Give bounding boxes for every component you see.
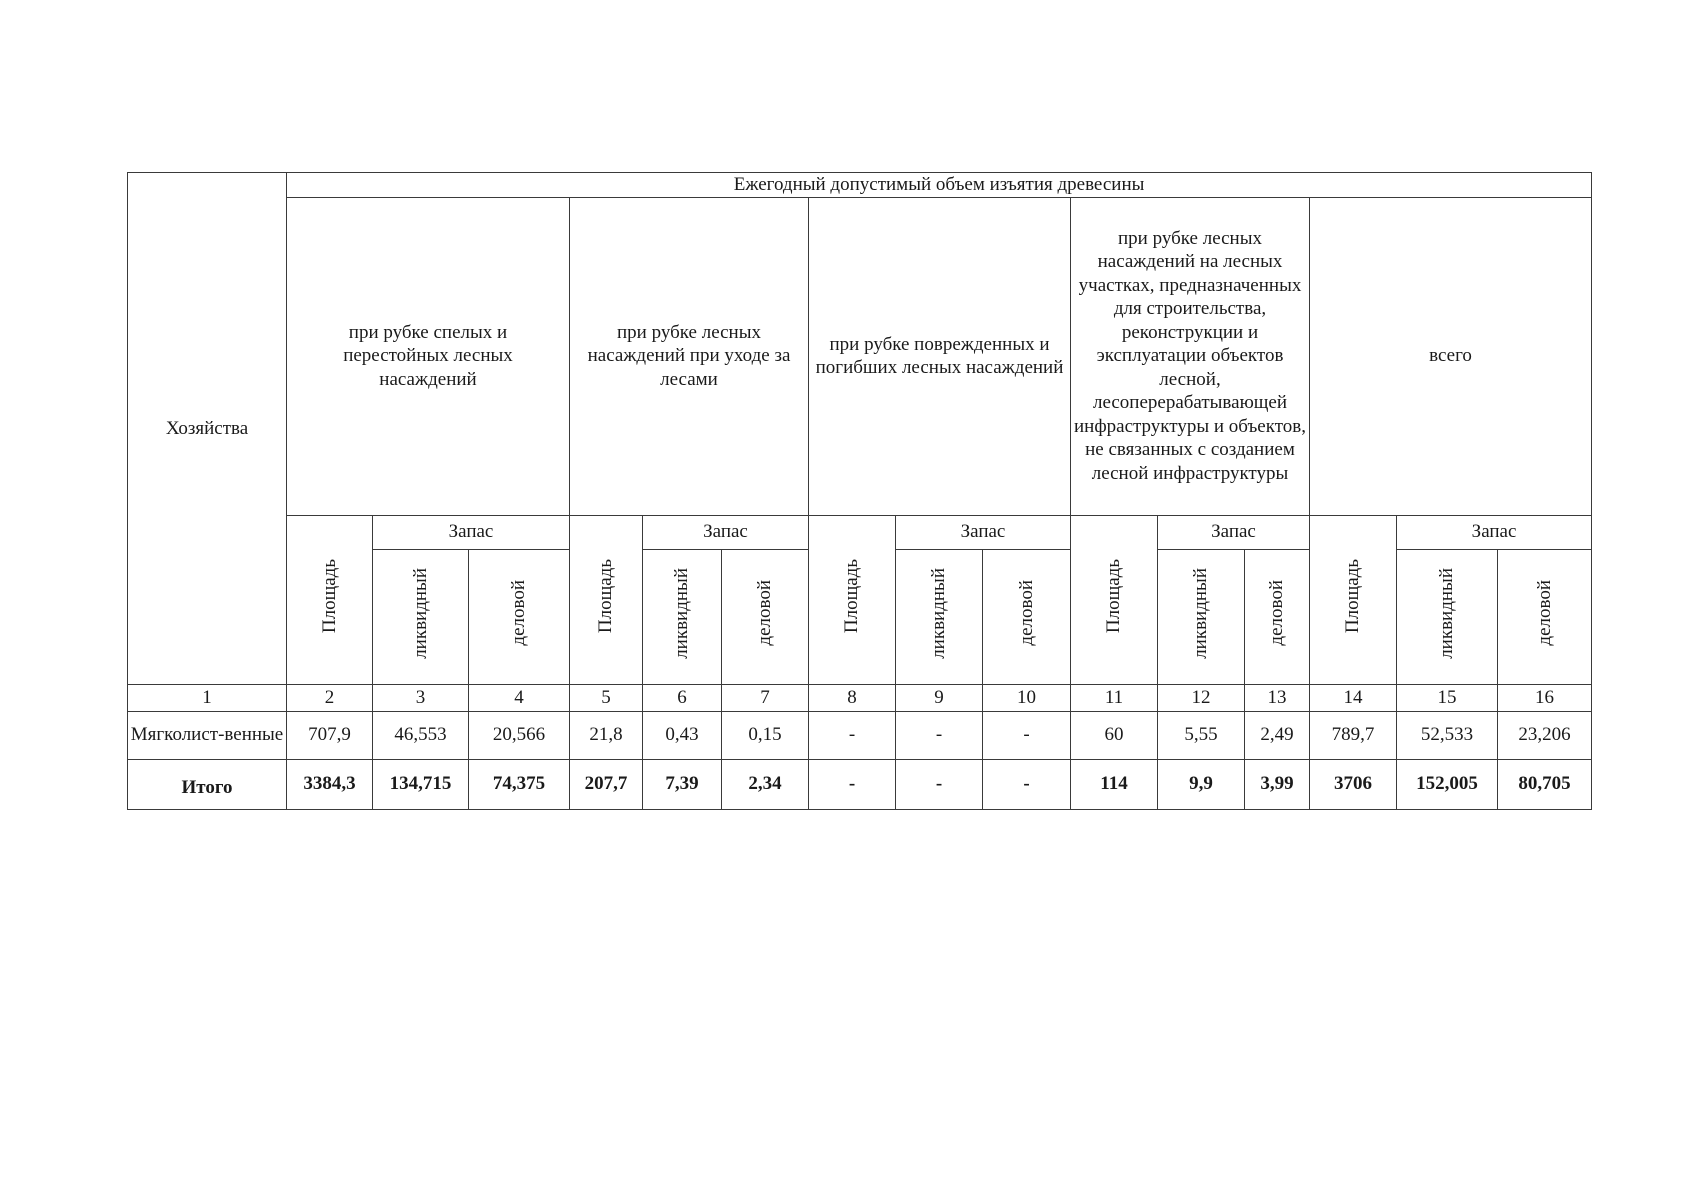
document-page xyxy=(127,172,1592,810)
table-title: Ежегодный допустимый объем изъятия древесины xyxy=(287,173,1592,198)
area-header: Площадь xyxy=(1071,515,1158,684)
business-header: деловой xyxy=(1498,549,1592,684)
column-number: 11 xyxy=(1071,684,1158,711)
business-header: деловой xyxy=(722,549,809,684)
total-value: - xyxy=(809,759,896,809)
column-number: 10 xyxy=(983,684,1071,711)
column-number: 5 xyxy=(570,684,643,711)
group-header-mature: при рубке спелых и перестойных лесных насаждений xyxy=(287,197,570,515)
column-number: 6 xyxy=(643,684,722,711)
column-number: 1 xyxy=(128,684,287,711)
liquid-header: ликвидный xyxy=(373,549,469,684)
total-value: 80,705 xyxy=(1498,759,1592,809)
total-value: - xyxy=(896,759,983,809)
header-row-title xyxy=(128,173,1592,198)
header-row-groups xyxy=(128,197,1592,515)
total-value: 3706 xyxy=(1310,759,1397,809)
total-value: 3384,3 xyxy=(287,759,373,809)
cell-value: 23,206 xyxy=(1498,711,1592,759)
liquid-header: ликвидный xyxy=(643,549,722,684)
header-farms: Хозяйства xyxy=(128,173,287,685)
area-header: Площадь xyxy=(287,515,373,684)
business-header: деловой xyxy=(1245,549,1310,684)
total-row xyxy=(128,759,1592,809)
total-value: - xyxy=(983,759,1071,809)
cell-value: 789,7 xyxy=(1310,711,1397,759)
header-row-stock xyxy=(128,515,1592,549)
column-number: 3 xyxy=(373,684,469,711)
row-name: Мягколист-венные xyxy=(128,711,287,759)
total-value: 9,9 xyxy=(1158,759,1245,809)
cell-value: 46,553 xyxy=(373,711,469,759)
column-number: 7 xyxy=(722,684,809,711)
cell-value: 707,9 xyxy=(287,711,373,759)
timber-volume-table xyxy=(127,172,1592,810)
total-value: 3,99 xyxy=(1245,759,1310,809)
table-row xyxy=(128,711,1592,759)
business-header: деловой xyxy=(469,549,570,684)
liquid-header: ликвидный xyxy=(896,549,983,684)
column-number: 9 xyxy=(896,684,983,711)
cell-value: 5,55 xyxy=(1158,711,1245,759)
column-number: 4 xyxy=(469,684,570,711)
total-label: Итого xyxy=(128,759,287,809)
total-value: 7,39 xyxy=(643,759,722,809)
group-header-damaged: при рубке поврежденных и погибших лесных насаждений xyxy=(809,197,1071,515)
area-header: Площадь xyxy=(1310,515,1397,684)
stock-header: Запас xyxy=(1158,515,1310,549)
liquid-header: ликвидный xyxy=(1397,549,1498,684)
total-value: 152,005 xyxy=(1397,759,1498,809)
cell-value: - xyxy=(809,711,896,759)
column-number: 2 xyxy=(287,684,373,711)
total-value: 134,715 xyxy=(373,759,469,809)
cell-value: 60 xyxy=(1071,711,1158,759)
liquid-header: ликвидный xyxy=(1158,549,1245,684)
cell-value: 0,43 xyxy=(643,711,722,759)
cell-value: 52,533 xyxy=(1397,711,1498,759)
stock-header: Запас xyxy=(373,515,570,549)
total-value: 114 xyxy=(1071,759,1158,809)
area-header: Площадь xyxy=(570,515,643,684)
total-value: 74,375 xyxy=(469,759,570,809)
group-header-thinning: при рубке лесных насаждений при уходе за лесами xyxy=(570,197,809,515)
area-header: Площадь xyxy=(809,515,896,684)
total-value: 207,7 xyxy=(570,759,643,809)
total-value: 2,34 xyxy=(722,759,809,809)
cell-value: 2,49 xyxy=(1245,711,1310,759)
group-header-total: всего xyxy=(1310,197,1592,515)
cell-value: 21,8 xyxy=(570,711,643,759)
column-number: 14 xyxy=(1310,684,1397,711)
business-header: деловой xyxy=(983,549,1071,684)
cell-value: - xyxy=(983,711,1071,759)
cell-value: 0,15 xyxy=(722,711,809,759)
stock-header: Запас xyxy=(896,515,1071,549)
column-number: 12 xyxy=(1158,684,1245,711)
column-number: 13 xyxy=(1245,684,1310,711)
cell-value: - xyxy=(896,711,983,759)
stock-header: Запас xyxy=(643,515,809,549)
column-number: 15 xyxy=(1397,684,1498,711)
column-number-row xyxy=(128,684,1592,711)
stock-header: Запас xyxy=(1397,515,1592,549)
column-number: 16 xyxy=(1498,684,1592,711)
cell-value: 20,566 xyxy=(469,711,570,759)
group-header-construction: при рубке лесных насаждений на лесных участках, предназначенных для строительства, реконструкции и эксплуатации объектов лесной, лесоперерабатывающей инфраструктуры и объектов, не связанных с созданием лесной инфраструктуры xyxy=(1071,197,1310,515)
column-number: 8 xyxy=(809,684,896,711)
